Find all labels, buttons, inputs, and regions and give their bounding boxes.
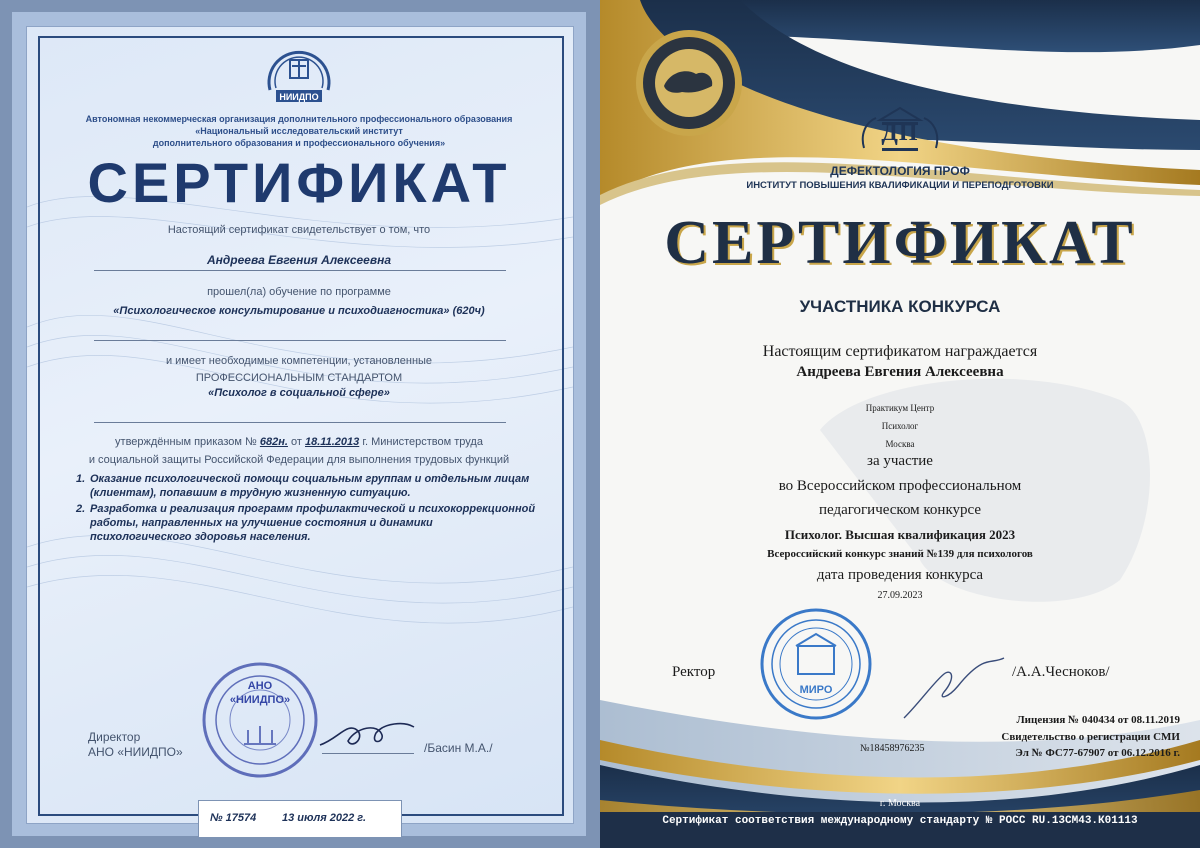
stamp-label: МИРО [799, 684, 833, 696]
registration-line-2: Эл № ФС77-67907 от 06.12.2016 г. [1015, 747, 1180, 759]
approved-suffix: г. Министерством труда [362, 436, 483, 448]
passed-text: прошел(ла) обучение по программе [207, 286, 391, 298]
contest-subtitle: Всероссийский конкурс знаний №139 для психологов [767, 548, 1033, 560]
contest-date: 27.09.2023 [877, 590, 923, 601]
contest-line-2: педагогическом конкурсе [818, 502, 982, 518]
function-text: Оказание психологической помощи социальным группам и отдельным лицам (клиентам), попавшим в трудную жизненную ситуацию. [90, 473, 530, 499]
stamp-line-2: «НИИДПО» [229, 694, 291, 706]
awarded-text: Настоящим сертификатом награждается [762, 343, 1038, 360]
contest-line-1: во Всероссийском профессиональном [778, 478, 1022, 494]
ministry-line: и социальной защиты Российской Федерации для выполнения трудовых функций [88, 454, 510, 466]
organization-city: Москва [885, 439, 915, 449]
competence-text: и имеет необходимые компетенции, установленные [165, 355, 433, 367]
right-subtitle: УЧАСТНИКА КОНКУРСА [799, 297, 1001, 316]
org-line-2: «Национальный исследовательский институт [195, 126, 403, 136]
director-org: АНО «НИИДПО» [88, 745, 183, 759]
director-signature-icon [318, 715, 418, 755]
recipient-name: Андреева Евгения Алексеевна [206, 253, 392, 267]
rector-name: /А.А.Чесноков/ [1012, 664, 1110, 680]
date-label: дата проведения конкурса [816, 567, 984, 583]
logo-caption: НИИДПО [279, 92, 319, 102]
registration-line-1: Свидетельство о регистрации СМИ [1001, 731, 1180, 743]
organization-2: Психолог [881, 421, 919, 431]
rector-label: Ректор [672, 664, 716, 680]
for-participation: за участие [867, 453, 933, 469]
stamp-line-1: АНО [247, 680, 273, 692]
approved-from: от [291, 436, 302, 448]
standard-underline [94, 422, 506, 423]
signature-line [322, 753, 414, 754]
city: г. Москва [879, 798, 921, 809]
functions-list [76, 472, 536, 544]
organization-1: Практикум Центр [865, 403, 935, 413]
org-line-3: дополнительного образования и профессионального обучения» [152, 138, 446, 148]
right-certificate [600, 0, 1200, 848]
organization-name [60, 113, 538, 149]
quality-seal-icon [634, 28, 744, 138]
function-text: Разработка и реализация программ профилактической и психокоррекционной работы, направленных на улучшение состояния и динамики психологического здоровья населения. [90, 503, 536, 543]
miro-stamp-icon [760, 608, 872, 720]
name-underline [94, 270, 506, 271]
standard-name: «Психолог в социальной сфере» [208, 387, 390, 399]
certificate-number: № 17574 [210, 812, 257, 824]
director-title: Директор [88, 730, 141, 744]
intro-text: Настоящий сертификат свидетельствует о том, что [167, 224, 431, 236]
serial-number: №18458976235 [860, 743, 925, 754]
program-name: «Психологическое консультирование и психодиагностика» (620ч) [113, 305, 485, 317]
brand-name: ДЕФЕКТОЛОГИЯ ПРОФ [830, 164, 970, 178]
left-stamp-icon [200, 660, 320, 780]
brand-subtitle: ИНСТИТУТ ПОВЫШЕНИЯ КВАЛИФИКАЦИИ И ПЕРЕПОДГОТОВКИ [746, 180, 1054, 191]
contest-name: Психолог. Высшая квалификация 2023 [784, 527, 1016, 542]
order-date: 18.11.2013 [305, 436, 360, 448]
org-line-1: Автономная некоммерческая организация дополнительного профессионального образования [85, 114, 513, 124]
order-number: 682н. [259, 436, 288, 448]
right-title: СЕРТИФИКАТ [664, 209, 1136, 277]
function-number: 2. [76, 503, 86, 515]
standard-caps: ПРОФЕССИОНАЛЬНЫМ СТАНДАРТОМ [195, 372, 403, 384]
logo-letters: ДП [881, 120, 919, 146]
right-recipient-name: Андреева Евгения Алексеевна [796, 364, 1004, 380]
approved-prefix: утверждённым приказом № [115, 436, 257, 448]
function-item [76, 472, 536, 500]
left-title: СЕРТИФИКАТ [87, 151, 511, 214]
footer-certificate: Сертификат соответствия международному стандарту № РОСС RU.13СМ43.К01113 [662, 815, 1138, 827]
program-underline [94, 340, 506, 341]
director-name: /Басин М.А./ [424, 741, 493, 755]
license-text: Лицензия № 040434 от 08.11.2019 [1016, 714, 1180, 726]
rector-signature-icon [900, 652, 1010, 722]
function-number: 1. [76, 473, 86, 485]
approved-line [60, 436, 538, 448]
function-item [76, 502, 536, 544]
certificate-date: 13 июля 2022 г. [282, 812, 367, 824]
